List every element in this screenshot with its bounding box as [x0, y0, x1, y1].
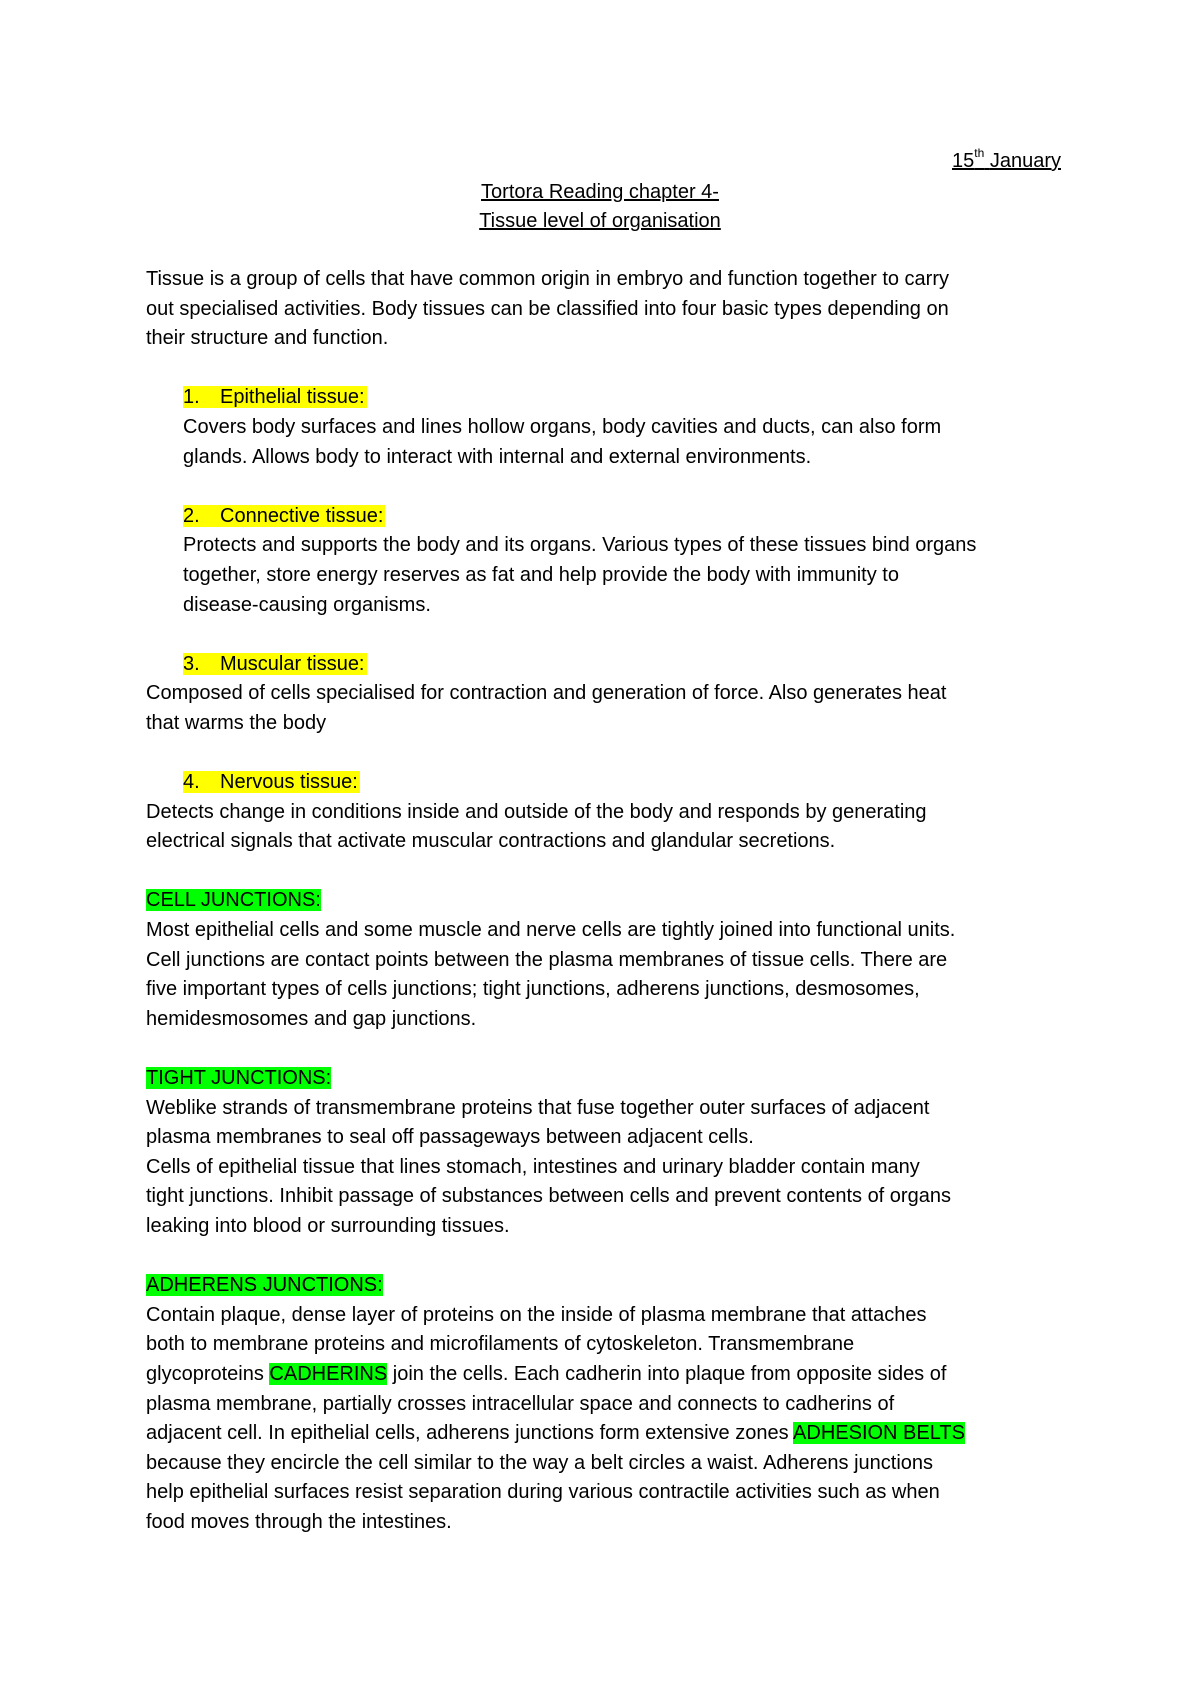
tight-junctions-line: Weblike strands of transmembrane proteins that fuse together outer surfaces of adjacent [146, 1096, 930, 1119]
cadherins-highlight: CADHERINS [269, 1362, 388, 1385]
tissue-text-line: together, store energy reserves as fat and help provide the body with immunity to [183, 563, 899, 586]
tissue-heading-nervous: 4. Nervous tissue: [183, 771, 358, 794]
title-line-2: Tissue level of organisation [479, 210, 721, 232]
tissue-text-line: electrical signals that activate muscular contractions and glandular secretions. [146, 830, 836, 853]
cell-junctions-line: five important types of cells junctions; tight junctions, adherens junctions, desmosomes, [146, 978, 920, 1001]
intro-line: Tissue is a group of cells that have common origin in embryo and function together to carry [146, 268, 949, 290]
document-title [0, 178, 1200, 236]
tight-junctions-line: leaking into blood or surrounding tissues. [146, 1215, 510, 1237]
date-heading [952, 148, 1061, 174]
tissue-text-line: disease-causing organisms. [183, 593, 431, 616]
cell-junctions-line: hemidesmosomes and gap junctions. [146, 1007, 477, 1030]
tight-junctions-line: plasma membranes to seal off passageways between adjacent cells. [146, 1126, 754, 1149]
cell-junctions-line: Cell junctions are contact points between the plasma membranes of tissue cells. There are [146, 948, 948, 971]
intro-line: out specialised activities. Body tissues can be classified into four basic types depending on [146, 297, 949, 320]
date-month: January [989, 150, 1061, 172]
tissue-heading-epithelial: 1. Epithelial tissue: [183, 386, 365, 409]
date-number: 15 [952, 150, 975, 172]
tissue-heading-muscular: 3. Muscular tissue: [183, 652, 365, 675]
tissue-text-line: Protects and supports the body and its organs. Various types of these tissues bind organs [183, 534, 977, 557]
tight-junctions-heading: TIGHT JUNCTIONS: [146, 1067, 332, 1090]
adherens-junctions-line: adjacent cell. In epithelial cells, adherens junctions form extensive zones ADHESION BELTS [146, 1422, 965, 1445]
document-body [146, 265, 1076, 1538]
adherens-junctions-line: both to membrane proteins and microfilaments of cytoskeleton. Transmembrane [146, 1333, 855, 1356]
adherens-junctions-line: plasma membrane, partially crosses intracellular space and connects to cadherins of [146, 1392, 895, 1415]
tissue-text-line: Covers body surfaces and lines hollow organs, body cavities and ducts, can also form [183, 415, 942, 438]
tissue-heading-connective: 2. Connective tissue: [183, 504, 384, 527]
title-line-1: Tortora Reading chapter 4- [481, 181, 719, 203]
adherens-junctions-line: because they encircle the cell similar to the way a belt circles a waist. Adherens junctions [146, 1451, 934, 1474]
cell-junctions-line: Most epithelial cells and some muscle and nerve cells are tightly joined into functional units. [146, 919, 956, 942]
adherens-junctions-line: glycoproteins CADHERINS join the cells. Each cadherin into plaque from opposite sides of [146, 1362, 947, 1385]
tight-junctions-line: tight junctions. Inhibit passage of substances between cells and prevent contents of organs [146, 1185, 951, 1208]
adherens-junctions-line: Contain plaque, dense layer of proteins on the inside of plasma membrane that attaches [146, 1303, 927, 1326]
cell-junctions-heading: CELL JUNCTIONS: [146, 889, 321, 912]
date-suffix: th [974, 146, 985, 161]
tissue-text-line: Detects change in conditions inside and outside of the body and responds by generating [146, 800, 927, 823]
adherens-junctions-line: food moves through the intestines. [146, 1510, 452, 1533]
tissue-text-line: glands. Allows body to interact with internal and external environments. [183, 445, 812, 468]
adherens-junctions-line: help epithelial surfaces resist separation during various contractile activities such as when [146, 1481, 940, 1504]
intro-line: their structure and function. [146, 327, 389, 350]
adhesion-belts-highlight: ADHESION BELTS [793, 1422, 965, 1445]
adherens-junctions-heading: ADHERENS JUNCTIONS: [146, 1274, 383, 1297]
tight-junctions-line: Cells of epithelial tissue that lines stomach, intestines and urinary bladder contain many [146, 1155, 920, 1178]
tissue-text-line: Composed of cells specialised for contraction and generation of force. Also generates heat [146, 682, 947, 705]
tissue-text-line: that warms the body [146, 711, 327, 734]
